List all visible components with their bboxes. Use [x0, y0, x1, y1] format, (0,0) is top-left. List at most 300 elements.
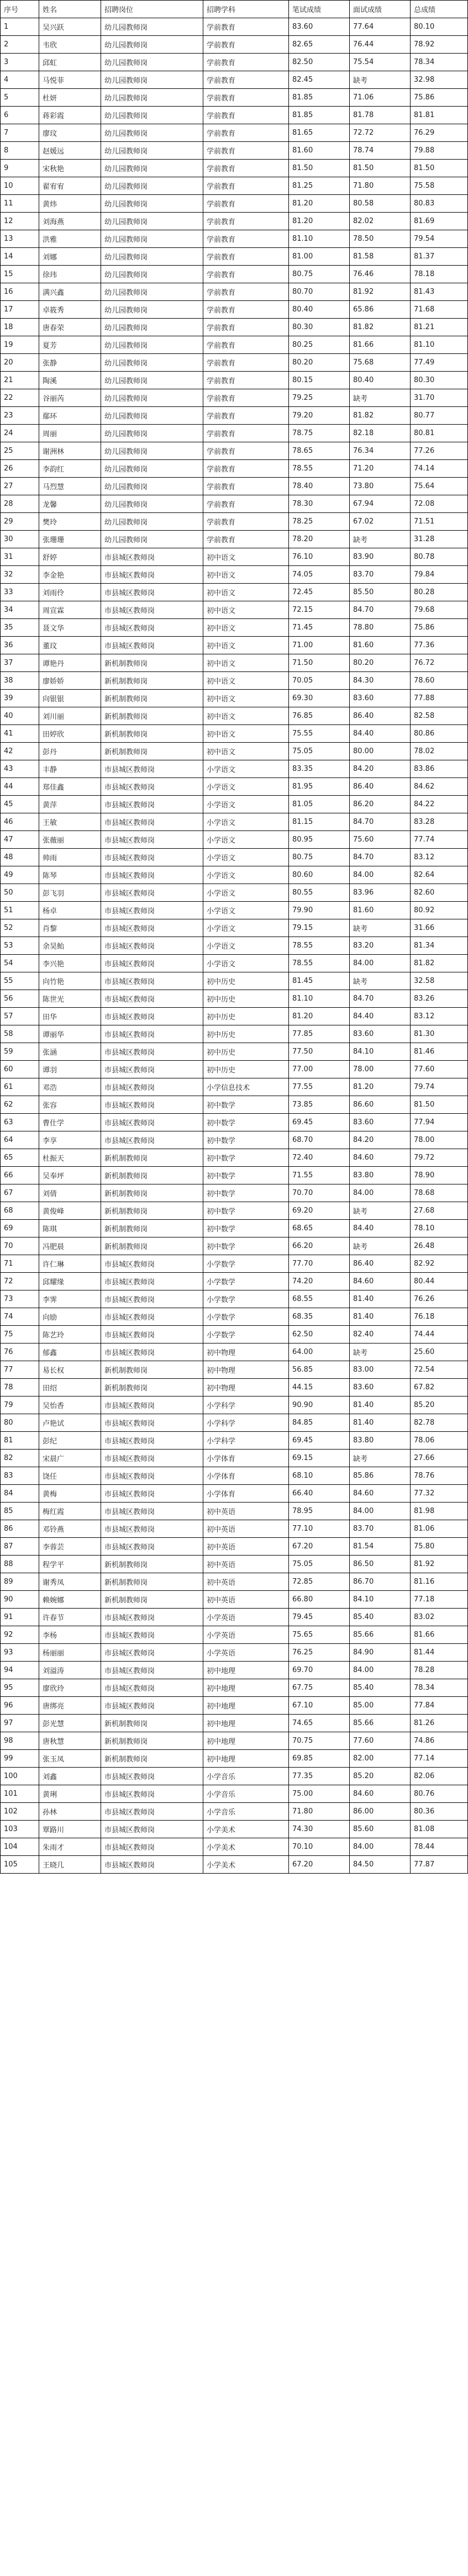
table-row	[1, 619, 468, 637]
subject-cell: 初中语文	[203, 654, 289, 672]
total-score-cell: 81.10	[411, 336, 468, 354]
position-cell: 幼儿园教师岗	[101, 319, 203, 336]
interview-score-cell: 83.60	[350, 1379, 411, 1397]
interview-score-cell: 82.02	[350, 213, 411, 230]
total-score-cell: 75.58	[411, 177, 468, 195]
total-score-cell: 83.12	[411, 1008, 468, 1025]
written-score-cell: 82.45	[289, 71, 350, 89]
index-cell: 15	[1, 266, 39, 283]
written-score-cell: 80.40	[289, 301, 350, 319]
written-score-cell: 75.00	[289, 1785, 350, 1803]
table-row	[1, 866, 468, 884]
interview-score-cell: 84.20	[350, 760, 411, 778]
total-score-cell: 81.06	[411, 1520, 468, 1538]
written-score-cell: 75.55	[289, 725, 350, 743]
interview-score-cell: 84.00	[350, 1184, 411, 1202]
position-cell: 市县城区教师岗	[101, 619, 203, 637]
position-cell: 幼儿园教师岗	[101, 266, 203, 283]
written-score-cell: 80.25	[289, 336, 350, 354]
written-score-cell: 75.05	[289, 743, 350, 760]
subject-cell: 学前教育	[203, 195, 289, 213]
written-score-cell: 81.15	[289, 813, 350, 831]
index-cell: 49	[1, 866, 39, 884]
index-cell: 60	[1, 1061, 39, 1078]
name-cell: 朱雨才	[39, 1838, 101, 1856]
name-cell: 杨丽丽	[39, 1644, 101, 1662]
total-score-cell: 25.60	[411, 1343, 468, 1361]
table-row	[1, 1609, 468, 1626]
position-cell: 市县城区教师岗	[101, 1308, 203, 1326]
interview-score-cell: 84.00	[350, 1838, 411, 1856]
subject-cell: 学前教育	[203, 531, 289, 548]
index-cell: 98	[1, 1732, 39, 1750]
position-cell: 市县城区教师岗	[101, 637, 203, 654]
subject-cell: 初中数学	[203, 1096, 289, 1114]
written-score-cell: 80.75	[289, 266, 350, 283]
position-cell: 市县城区教师岗	[101, 990, 203, 1008]
subject-cell: 初中历史	[203, 990, 289, 1008]
total-score-cell: 82.60	[411, 884, 468, 902]
total-score-cell: 80.77	[411, 407, 468, 425]
header-cell-position: 招聘岗位	[101, 1, 203, 18]
index-cell: 43	[1, 760, 39, 778]
name-cell: 向银银	[39, 690, 101, 707]
subject-cell: 小学英语	[203, 1644, 289, 1662]
interview-score-cell: 81.40	[350, 1397, 411, 1414]
position-cell: 幼儿园教师岗	[101, 142, 203, 160]
index-cell: 66	[1, 1167, 39, 1184]
name-cell: 张静	[39, 354, 101, 372]
table-row	[1, 637, 468, 654]
subject-cell: 初中语文	[203, 566, 289, 584]
interview-score-cell: 84.10	[350, 1043, 411, 1061]
total-score-cell: 76.26	[411, 1290, 468, 1308]
index-cell: 24	[1, 425, 39, 442]
subject-cell: 小学语文	[203, 813, 289, 831]
header-cell-total-score: 总成绩	[411, 1, 468, 18]
name-cell: 吴兴跃	[39, 18, 101, 36]
table-row	[1, 354, 468, 372]
written-score-cell: 78.95	[289, 1503, 350, 1520]
interview-score-cell: 85.00	[350, 1697, 411, 1715]
interview-score-cell: 81.40	[350, 1290, 411, 1308]
position-cell: 幼儿园教师岗	[101, 425, 203, 442]
total-score-cell: 80.86	[411, 725, 468, 743]
name-cell: 覃路川	[39, 1821, 101, 1838]
index-cell: 7	[1, 124, 39, 142]
table-row	[1, 1131, 468, 1149]
total-score-cell: 80.36	[411, 1803, 468, 1821]
interview-score-cell: 84.90	[350, 1644, 411, 1662]
interview-score-cell: 84.70	[350, 990, 411, 1008]
table-row	[1, 1450, 468, 1467]
header-cell-interview-score: 面试成绩	[350, 1, 411, 18]
table-row	[1, 1273, 468, 1290]
total-score-cell: 81.44	[411, 1644, 468, 1662]
name-cell: 黄萍	[39, 796, 101, 813]
name-cell: 宋秋艳	[39, 160, 101, 177]
position-cell: 市县城区教师岗	[101, 1520, 203, 1538]
interview-score-cell: 缺考	[350, 919, 411, 937]
subject-cell: 初中语文	[203, 743, 289, 760]
table-row	[1, 177, 468, 195]
name-cell: 周丽	[39, 425, 101, 442]
written-score-cell: 67.10	[289, 1697, 350, 1715]
position-cell: 新机制教师岗	[101, 1149, 203, 1167]
written-score-cell: 69.20	[289, 1202, 350, 1220]
index-cell: 6	[1, 107, 39, 124]
written-score-cell: 80.70	[289, 283, 350, 301]
written-score-cell: 78.55	[289, 937, 350, 955]
total-score-cell: 78.10	[411, 1220, 468, 1237]
index-cell: 4	[1, 71, 39, 89]
interview-score-cell: 84.30	[350, 672, 411, 690]
total-score-cell: 76.72	[411, 654, 468, 672]
subject-cell: 学前教育	[203, 425, 289, 442]
table-row	[1, 725, 468, 743]
total-score-cell: 72.54	[411, 1361, 468, 1379]
table-row	[1, 760, 468, 778]
subject-cell: 学前教育	[203, 319, 289, 336]
position-cell: 市县城区教师岗	[101, 1432, 203, 1450]
subject-cell: 初中数学	[203, 1131, 289, 1149]
interview-score-cell: 80.20	[350, 654, 411, 672]
interview-score-cell: 78.74	[350, 142, 411, 160]
name-cell: 卓筱秀	[39, 301, 101, 319]
index-cell: 67	[1, 1184, 39, 1202]
total-score-cell: 80.28	[411, 584, 468, 601]
total-score-cell: 78.68	[411, 1184, 468, 1202]
subject-cell: 学前教育	[203, 142, 289, 160]
index-cell: 16	[1, 283, 39, 301]
total-score-cell: 81.16	[411, 1573, 468, 1591]
written-score-cell: 71.80	[289, 1803, 350, 1821]
interview-score-cell: 83.60	[350, 690, 411, 707]
subject-cell: 小学美术	[203, 1838, 289, 1856]
name-cell: 程学平	[39, 1556, 101, 1573]
interview-score-cell: 84.70	[350, 813, 411, 831]
position-cell: 市县城区教师岗	[101, 1609, 203, 1626]
index-cell: 32	[1, 566, 39, 584]
table-row	[1, 425, 468, 442]
index-cell: 25	[1, 442, 39, 460]
header-cell-index: 序号	[1, 1, 39, 18]
table-row	[1, 1379, 468, 1397]
total-score-cell: 81.30	[411, 1025, 468, 1043]
index-cell: 64	[1, 1131, 39, 1149]
interview-score-cell: 80.40	[350, 372, 411, 389]
subject-cell: 小学体育	[203, 1485, 289, 1503]
position-cell: 新机制教师岗	[101, 1573, 203, 1591]
interview-score-cell: 84.00	[350, 1662, 411, 1679]
position-cell: 新机制教师岗	[101, 1167, 203, 1184]
table-row	[1, 213, 468, 230]
index-cell: 29	[1, 513, 39, 531]
subject-cell: 初中历史	[203, 972, 289, 990]
written-score-cell: 69.45	[289, 1432, 350, 1450]
position-cell: 新机制教师岗	[101, 743, 203, 760]
index-cell: 34	[1, 601, 39, 619]
name-cell: 邓浩	[39, 1078, 101, 1096]
table-row	[1, 1856, 468, 1874]
written-score-cell: 68.70	[289, 1131, 350, 1149]
position-cell: 市县城区教师岗	[101, 1273, 203, 1290]
written-score-cell: 82.50	[289, 54, 350, 71]
table-row	[1, 778, 468, 796]
interview-score-cell: 76.34	[350, 442, 411, 460]
name-cell: 周宣霖	[39, 601, 101, 619]
position-cell: 幼儿园教师岗	[101, 195, 203, 213]
index-cell: 78	[1, 1379, 39, 1397]
total-score-cell: 78.18	[411, 266, 468, 283]
position-cell: 幼儿园教师岗	[101, 230, 203, 248]
total-score-cell: 75.86	[411, 89, 468, 107]
subject-cell: 学前教育	[203, 478, 289, 495]
subject-cell: 初中语文	[203, 637, 289, 654]
subject-cell: 小学语文	[203, 902, 289, 919]
written-score-cell: 74.20	[289, 1273, 350, 1290]
subject-cell: 小学美术	[203, 1821, 289, 1838]
written-score-cell: 77.85	[289, 1025, 350, 1043]
total-score-cell: 80.78	[411, 548, 468, 566]
name-cell: 廖欣玲	[39, 1679, 101, 1697]
interview-score-cell: 缺考	[350, 1202, 411, 1220]
written-score-cell: 73.85	[289, 1096, 350, 1114]
subject-cell: 初中地理	[203, 1750, 289, 1768]
subject-cell: 学前教育	[203, 89, 289, 107]
position-cell: 幼儿园教师岗	[101, 36, 203, 54]
table-row	[1, 1626, 468, 1644]
table-row	[1, 1397, 468, 1414]
written-score-cell: 68.10	[289, 1467, 350, 1485]
interview-score-cell: 71.80	[350, 177, 411, 195]
interview-score-cell: 81.20	[350, 1078, 411, 1096]
written-score-cell: 44.15	[289, 1379, 350, 1397]
position-cell: 市县城区教师岗	[101, 601, 203, 619]
position-cell: 新机制教师岗	[101, 672, 203, 690]
name-cell: 李霁	[39, 1290, 101, 1308]
interview-score-cell: 67.94	[350, 495, 411, 513]
total-score-cell: 76.18	[411, 1308, 468, 1326]
interview-score-cell: 86.40	[350, 707, 411, 725]
table-row	[1, 195, 468, 213]
total-score-cell: 77.84	[411, 1697, 468, 1715]
interview-score-cell: 86.50	[350, 1556, 411, 1573]
written-score-cell: 71.50	[289, 654, 350, 672]
index-cell: 90	[1, 1591, 39, 1609]
index-cell: 81	[1, 1432, 39, 1450]
table-row	[1, 1343, 468, 1361]
table-row	[1, 1432, 468, 1450]
index-cell: 11	[1, 195, 39, 213]
name-cell: 刘娜	[39, 248, 101, 266]
written-score-cell: 78.75	[289, 425, 350, 442]
total-score-cell: 82.78	[411, 1414, 468, 1432]
written-score-cell: 81.25	[289, 177, 350, 195]
name-cell: 李金艳	[39, 566, 101, 584]
table-row	[1, 902, 468, 919]
table-row	[1, 442, 468, 460]
total-score-cell: 67.82	[411, 1379, 468, 1397]
name-cell: 洪雅	[39, 230, 101, 248]
index-cell: 23	[1, 407, 39, 425]
interview-score-cell: 86.00	[350, 1803, 411, 1821]
subject-cell: 小学语文	[203, 831, 289, 849]
name-cell: 黄琍	[39, 1785, 101, 1803]
subject-cell: 初中数学	[203, 1114, 289, 1131]
table-row	[1, 266, 468, 283]
table-row	[1, 89, 468, 107]
table-row	[1, 1290, 468, 1308]
subject-cell: 学前教育	[203, 248, 289, 266]
total-score-cell: 81.26	[411, 1715, 468, 1732]
interview-score-cell: 84.60	[350, 1273, 411, 1290]
subject-cell: 初中数学	[203, 1237, 289, 1255]
interview-score-cell: 85.66	[350, 1626, 411, 1644]
interview-score-cell: 81.82	[350, 407, 411, 425]
table-row	[1, 1768, 468, 1785]
position-cell: 幼儿园教师岗	[101, 124, 203, 142]
table-row	[1, 690, 468, 707]
written-score-cell: 81.10	[289, 230, 350, 248]
position-cell: 幼儿园教师岗	[101, 160, 203, 177]
table-row	[1, 849, 468, 866]
subject-cell: 初中数学	[203, 1202, 289, 1220]
interview-score-cell: 85.66	[350, 1715, 411, 1732]
name-cell: 李蓉芸	[39, 1538, 101, 1556]
position-cell: 幼儿园教师岗	[101, 389, 203, 407]
index-cell: 93	[1, 1644, 39, 1662]
index-cell: 12	[1, 213, 39, 230]
total-score-cell: 80.76	[411, 1785, 468, 1803]
interview-score-cell: 81.40	[350, 1414, 411, 1432]
subject-cell: 小学科学	[203, 1414, 289, 1432]
table-row	[1, 831, 468, 849]
index-cell: 97	[1, 1715, 39, 1732]
name-cell: 黄梅	[39, 1485, 101, 1503]
written-score-cell: 66.80	[289, 1591, 350, 1609]
written-score-cell: 68.65	[289, 1220, 350, 1237]
total-score-cell: 78.44	[411, 1838, 468, 1856]
position-cell: 幼儿园教师岗	[101, 107, 203, 124]
written-score-cell: 78.25	[289, 513, 350, 531]
subject-cell: 小学数学	[203, 1290, 289, 1308]
interview-score-cell: 84.00	[350, 955, 411, 972]
name-cell: 马悦菲	[39, 71, 101, 89]
name-cell: 帅雨	[39, 849, 101, 866]
written-score-cell: 70.70	[289, 1184, 350, 1202]
subject-cell: 小学英语	[203, 1609, 289, 1626]
index-cell: 27	[1, 478, 39, 495]
subject-cell: 小学音乐	[203, 1768, 289, 1785]
subject-cell: 学前教育	[203, 354, 289, 372]
interview-score-cell: 84.60	[350, 1149, 411, 1167]
table-row	[1, 36, 468, 54]
interview-score-cell: 缺考	[350, 1343, 411, 1361]
name-cell: 蒋彩霞	[39, 107, 101, 124]
subject-cell: 学前教育	[203, 266, 289, 283]
position-cell: 市县城区教师岗	[101, 902, 203, 919]
position-cell: 新机制教师岗	[101, 690, 203, 707]
name-cell: 谭艳丹	[39, 654, 101, 672]
name-cell: 孙林	[39, 1803, 101, 1821]
subject-cell: 初中英语	[203, 1503, 289, 1520]
total-score-cell: 26.48	[411, 1237, 468, 1255]
total-score-cell: 78.92	[411, 36, 468, 54]
interview-score-cell: 71.06	[350, 89, 411, 107]
name-cell: 谢秀凤	[39, 1573, 101, 1591]
written-score-cell: 75.65	[289, 1626, 350, 1644]
subject-cell: 学前教育	[203, 107, 289, 124]
index-cell: 51	[1, 902, 39, 919]
subject-cell: 小学科学	[203, 1397, 289, 1414]
position-cell: 幼儿园教师岗	[101, 513, 203, 531]
table-row	[1, 1202, 468, 1220]
total-score-cell: 77.94	[411, 1114, 468, 1131]
index-cell: 46	[1, 813, 39, 831]
name-cell: 谭羽	[39, 1061, 101, 1078]
index-cell: 65	[1, 1149, 39, 1167]
index-cell: 59	[1, 1043, 39, 1061]
total-score-cell: 81.50	[411, 1096, 468, 1114]
index-cell: 2	[1, 36, 39, 54]
total-score-cell: 81.43	[411, 283, 468, 301]
position-cell: 市县城区教师岗	[101, 1131, 203, 1149]
total-score-cell: 81.08	[411, 1821, 468, 1838]
subject-cell: 初中英语	[203, 1520, 289, 1538]
table-row	[1, 142, 468, 160]
interview-score-cell: 85.60	[350, 1821, 411, 1838]
written-score-cell: 69.15	[289, 1450, 350, 1467]
subject-cell: 小学语文	[203, 796, 289, 813]
table-row	[1, 937, 468, 955]
written-score-cell: 68.55	[289, 1290, 350, 1308]
position-cell: 幼儿园教师岗	[101, 89, 203, 107]
total-score-cell: 75.80	[411, 1538, 468, 1556]
written-score-cell: 83.60	[289, 18, 350, 36]
index-cell: 10	[1, 177, 39, 195]
name-cell: 陈艺玲	[39, 1326, 101, 1343]
total-score-cell: 81.66	[411, 1626, 468, 1644]
table-row	[1, 1556, 468, 1573]
index-cell: 76	[1, 1343, 39, 1361]
table-row	[1, 707, 468, 725]
subject-cell: 初中语文	[203, 672, 289, 690]
position-cell: 市县城区教师岗	[101, 548, 203, 566]
table-row	[1, 71, 468, 89]
name-cell: 王晓几	[39, 1856, 101, 1874]
table-row	[1, 1078, 468, 1096]
index-cell: 52	[1, 919, 39, 937]
total-score-cell: 77.36	[411, 637, 468, 654]
name-cell: 徐玮	[39, 266, 101, 283]
position-cell: 市县城区教师岗	[101, 778, 203, 796]
position-cell: 幼儿园教师岗	[101, 71, 203, 89]
written-score-cell: 80.75	[289, 849, 350, 866]
position-cell: 市县城区教师岗	[101, 760, 203, 778]
written-score-cell: 72.40	[289, 1149, 350, 1167]
interview-score-cell: 77.60	[350, 1732, 411, 1750]
index-cell: 33	[1, 584, 39, 601]
interview-score-cell: 81.92	[350, 283, 411, 301]
total-score-cell: 83.28	[411, 813, 468, 831]
index-cell: 58	[1, 1025, 39, 1043]
name-cell: 董玟	[39, 637, 101, 654]
written-score-cell: 71.00	[289, 637, 350, 654]
written-score-cell: 77.70	[289, 1255, 350, 1273]
position-cell: 新机制教师岗	[101, 725, 203, 743]
table-row	[1, 1503, 468, 1520]
